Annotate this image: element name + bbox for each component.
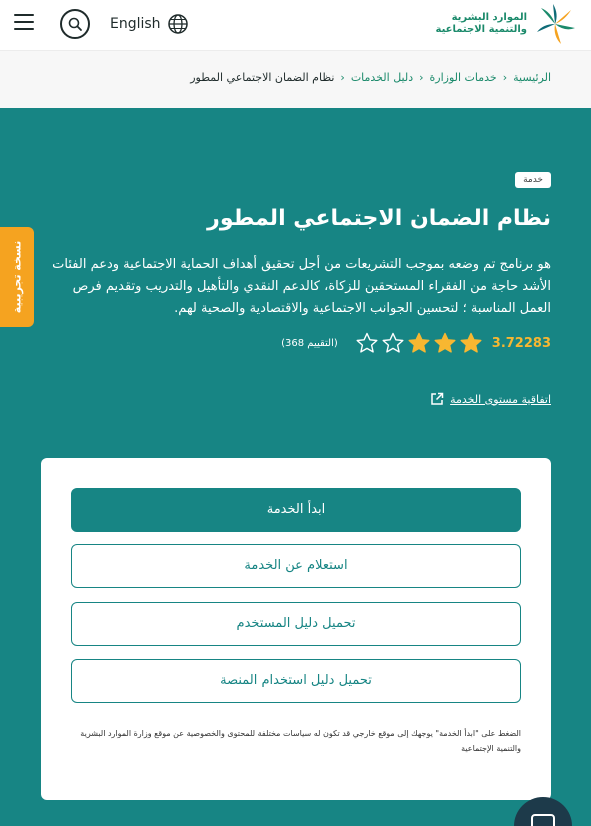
chevron-left-icon: ‹ — [502, 71, 508, 84]
hamburger-menu-icon[interactable] — [14, 14, 34, 30]
language-switcher[interactable] — [110, 12, 189, 36]
service-description: هو برنامج تم وضعه بموجب التشريعات من أجل تحقيق أهداف الحماية الاجتماعية ودعم الفئات الأشد حاجة من الفقراء المستحقين للزكاة، كالدعم النقدي والتأهيل والتدريب وتقديم فرص العمل المناسبة ؛ لتحسين الجوانب الاجتماعية والاقتصادية والصحية لهم. — [52, 257, 551, 316]
star-filled-icon[interactable] — [408, 332, 430, 354]
star-filled-icon[interactable] — [460, 332, 482, 354]
rating-count: (التقييم 368) — [281, 337, 338, 349]
star-filled-icon[interactable] — [434, 332, 456, 354]
external-site-note: الضغط على "ابدأ الخدمة" يوجهك إلى موقع خارجي قد تكون له سياسات مختلفة للمحتوى والخصوصية عن موقع وزارة الموارد البشرية والتنمية الإجتماعية — [80, 729, 521, 753]
rating-value: 3.72283 — [491, 335, 551, 351]
beta-version-label: نسخة تجريبية — [10, 240, 24, 314]
star-empty-icon[interactable] — [382, 332, 404, 354]
star-empty-icon[interactable] — [356, 332, 378, 354]
download-platform-guide-button[interactable]: تحميل دليل استخدام المنصة — [71, 659, 521, 703]
logo-text: الموارد البشرية والتنمية الاجتماعية — [435, 12, 527, 35]
globe-icon — [167, 13, 189, 35]
breadcrumb-services-guide[interactable]: دليل الخدمات — [350, 71, 414, 84]
search-icon[interactable] — [60, 9, 90, 39]
beta-version-tab[interactable] — [0, 227, 34, 327]
download-user-guide-button[interactable]: تحميل دليل المستخدم — [71, 602, 521, 646]
page-title: نظام الضمان الاجتماعي المطور — [207, 206, 551, 231]
breadcrumb-ministry-services[interactable]: خدمات الوزارة — [429, 71, 497, 84]
external-link-icon — [430, 392, 444, 406]
ministry-logo[interactable] — [436, 2, 580, 46]
service-actions-card — [41, 458, 551, 800]
ministry-emblem-icon — [531, 2, 579, 46]
top-bar — [0, 0, 591, 50]
service-rating — [281, 332, 551, 354]
language-label: English — [110, 16, 161, 32]
service-type-badge: خدمة — [515, 172, 551, 188]
start-service-button[interactable]: ابدأ الخدمة — [71, 488, 521, 532]
breadcrumb-bar — [0, 50, 591, 108]
chat-icon — [531, 814, 555, 826]
breadcrumb-current: نظام الضمان الاجتماعي المطور — [190, 71, 335, 84]
service-level-agreement-link[interactable] — [430, 392, 551, 406]
chevron-left-icon: ‹ — [419, 71, 424, 84]
chevron-left-icon: ‹ — [340, 71, 345, 84]
rating-stars[interactable] — [356, 332, 482, 354]
service-inquiry-button[interactable]: استعلام عن الخدمة — [71, 544, 521, 588]
breadcrumb-home[interactable]: الرئيسية — [513, 71, 551, 84]
agreement-label: اتفاقية مستوى الخدمة — [450, 392, 551, 406]
breadcrumb — [190, 71, 551, 84]
